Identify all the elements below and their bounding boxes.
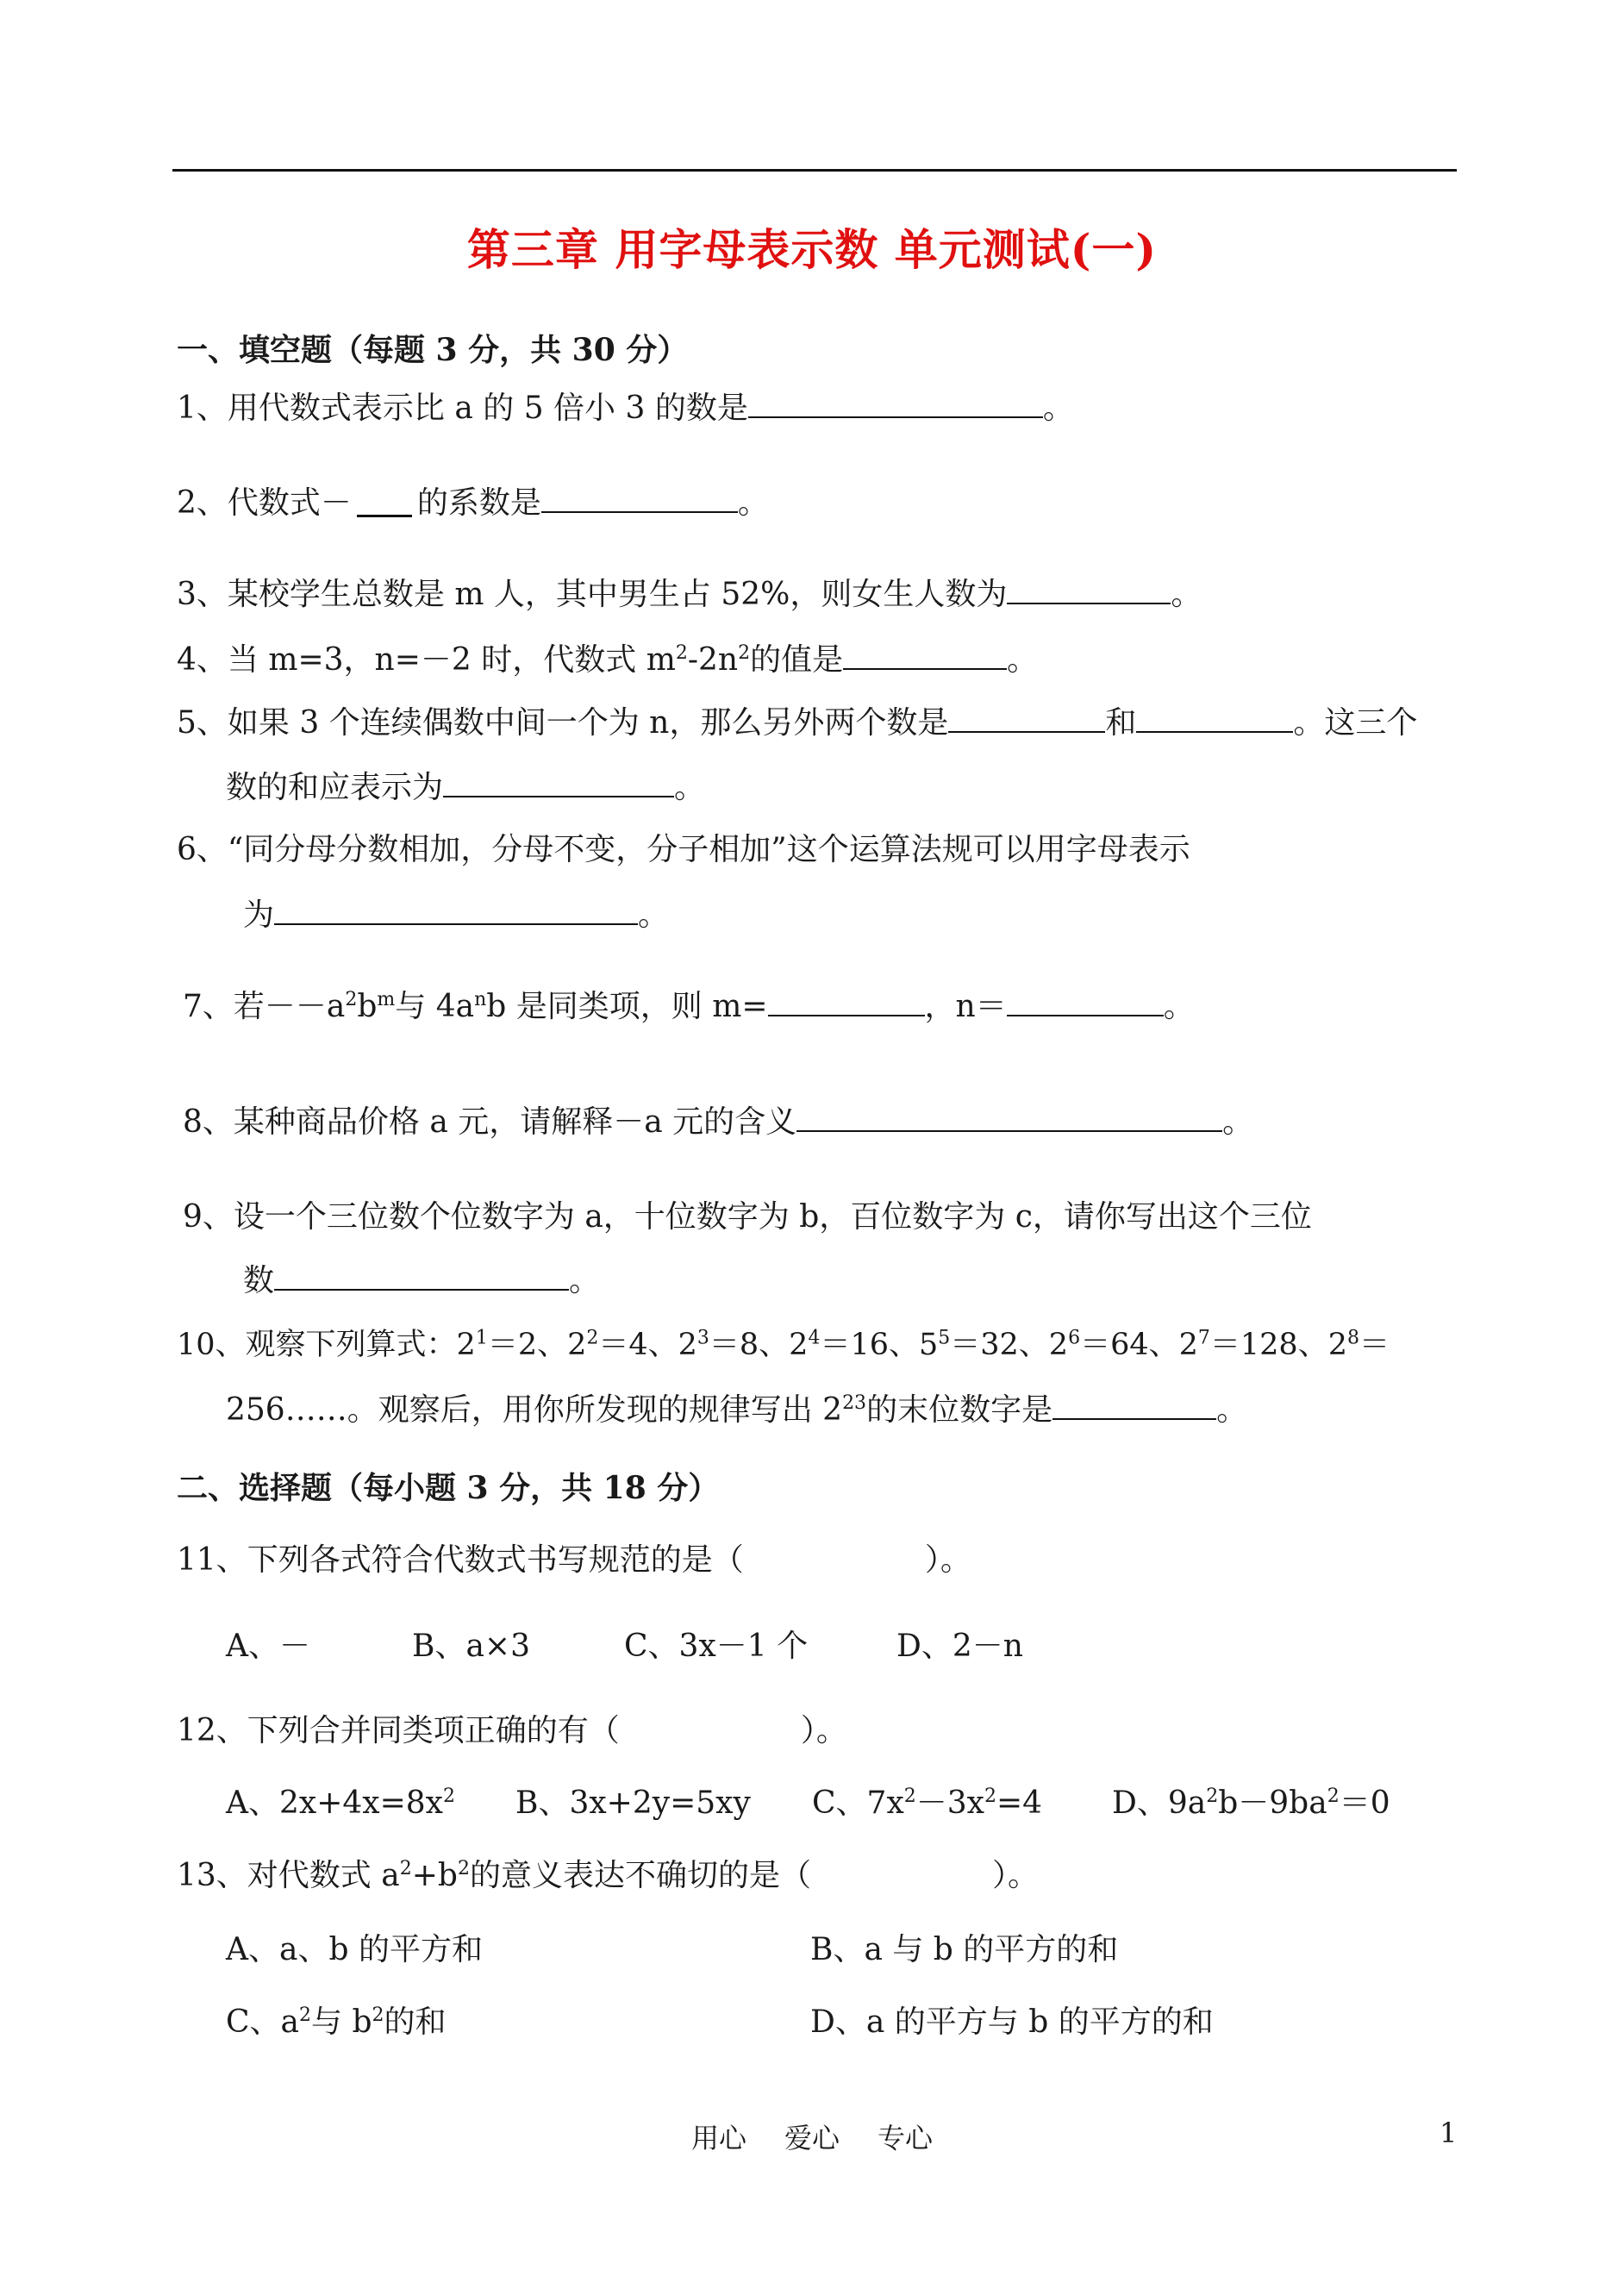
question-10: 10、观察下列算式：$2^1=2$、$2^2=4$、$2^3=8$、$2^4=16$、$5^5=32$、$2^6=64$、$2^7=128$、$2^8=$ — [177, 1327, 1390, 1362]
question-13: 13、对代数式 $a^2+b^2$的意义表达不确切的是（ ）。 — [177, 1858, 1039, 1893]
question-8: 8、某种商品价格 a 元，请解释－a 元的含义 。 — [183, 1104, 1254, 1140]
question-4: 4、当 m=3，n=－2 时，代数式 $m^2-2n^2$的值是 。 — [177, 642, 1039, 678]
header-rule — [172, 169, 1457, 172]
page-footer: 用心 爱心 专心 — [690, 2122, 934, 2154]
answer-blank[interactable] — [1136, 705, 1293, 733]
answer-blank[interactable] — [443, 770, 674, 797]
option-11-d[interactable]: D、2－n — [896, 1629, 1023, 1664]
answer-blank[interactable] — [948, 705, 1105, 733]
question-9-continued: 数 。 — [243, 1263, 601, 1298]
question-10-continued: 256……。观察后，用你所发现的规律写出 $2^{23}$的末位数字是 。 — [226, 1392, 1248, 1428]
question-9: 9、设一个三位数个位数字为 a，十位数字为 b，百位数字为 c，请你写出这个三位 — [183, 1199, 1312, 1235]
question-12: 12、下列合并同类项正确的有（ ）。 — [177, 1713, 847, 1748]
section-heading-multiple-choice: 二、选择题（每小题 3 分，共 18 分） — [177, 1470, 720, 1506]
answer-blank[interactable] — [541, 485, 738, 513]
question-7: 7、若$--a^2b^m$与 $4a^nb$ 是同类项，则 m= ，n＝ 。 — [183, 989, 1195, 1024]
fraction-bar — [357, 494, 412, 517]
page-number: 1 — [1440, 2117, 1458, 2149]
answer-blank[interactable] — [1007, 577, 1171, 604]
question-1: 1、用代数式表示比 a 的 5 倍小 3 的数是 。 — [177, 391, 1074, 426]
option-12-a[interactable]: A、$2x+4x=8x^2$ — [226, 1785, 455, 1821]
answer-blank[interactable] — [274, 897, 638, 925]
section-heading-fill-blank: 一、填空题（每题 3 分，共 30 分） — [177, 332, 689, 368]
answer-blank[interactable] — [274, 1263, 569, 1291]
question-2: 2、代数式－ 的系数是 。 — [177, 485, 769, 521]
question-6: 6、“同分母分数相加，分母不变，分子相加”这个运算法规可以用字母表示 — [177, 832, 1190, 867]
answer-blank[interactable] — [1052, 1392, 1216, 1420]
question-6-continued: 为 。 — [243, 897, 670, 933]
option-13-b[interactable]: B、a 与 b 的平方的和 — [810, 1932, 1119, 1967]
option-13-d[interactable]: D、a 的平方与 b 的平方的和 — [810, 2004, 1214, 2040]
answer-blank[interactable] — [748, 391, 1043, 418]
answer-blank[interactable] — [1007, 989, 1164, 1016]
answer-blank[interactable] — [796, 1104, 1222, 1132]
page-title: 第三章 用字母表示数 单元测试(一) — [466, 224, 1158, 275]
question-3: 3、某校学生总数是 m 人，其中男生占 52%，则女生人数为 。 — [177, 577, 1202, 612]
option-12-d[interactable]: D、$9a^2b-9ba^2=0$ — [1112, 1785, 1390, 1821]
answer-blank[interactable] — [768, 989, 925, 1016]
answer-blank[interactable] — [843, 642, 1007, 670]
option-13-a[interactable]: A、a、b 的平方和 — [226, 1932, 483, 1967]
question-5: 5、如果 3 个连续偶数中间一个为 n，那么另外两个数是 和 。这三个 — [177, 705, 1418, 741]
option-11-a[interactable]: A、－ — [226, 1629, 310, 1664]
option-12-c[interactable]: C、$7x^2-3x^2=4$ — [812, 1785, 1043, 1821]
question-11: 11、下列各式符合代数式书写规范的是（ ）。 — [177, 1542, 971, 1578]
option-12-b[interactable]: B、3x+2y=5xy — [515, 1785, 751, 1821]
option-11-c[interactable]: C、3x－1 个 — [624, 1629, 809, 1664]
question-5-continued: 数的和应表示为 。 — [226, 770, 706, 805]
option-11-b[interactable]: B、a×3 — [412, 1629, 530, 1664]
option-13-c[interactable]: C、$a^2$与 $b^2$的和 — [226, 2004, 447, 2040]
